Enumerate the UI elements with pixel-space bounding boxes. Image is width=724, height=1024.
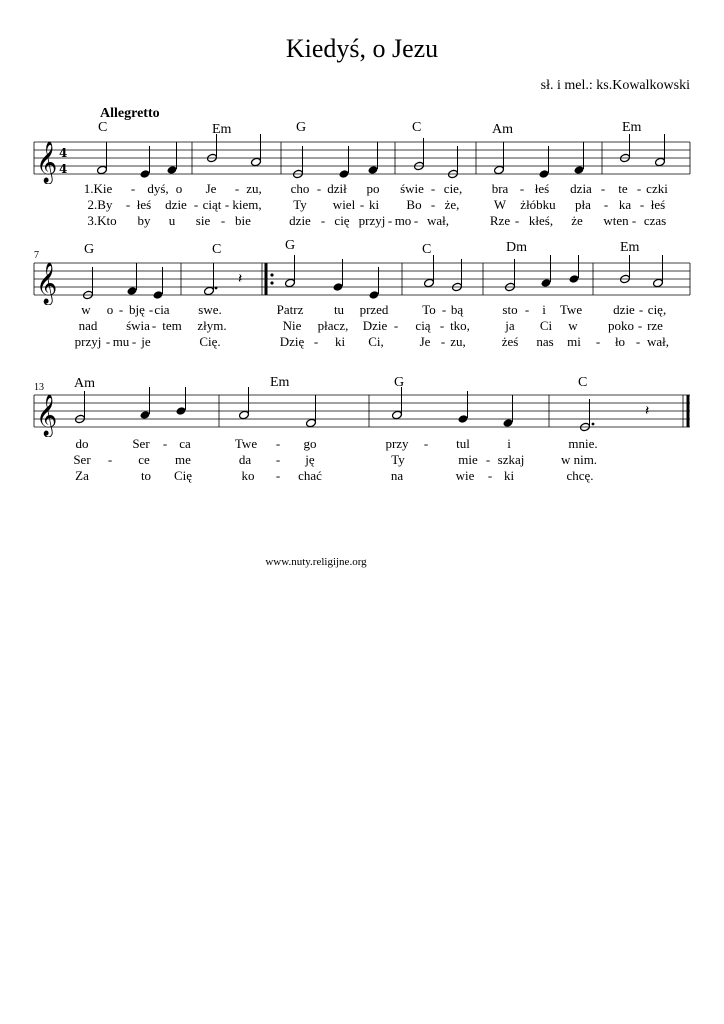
lyric-syllable: bję <box>129 302 145 317</box>
lyric-syllable: - <box>600 181 606 196</box>
lyric-syllable: czas <box>643 213 667 228</box>
lyric-syllable: je <box>141 334 151 349</box>
lyric-syllable: o <box>106 302 114 317</box>
lyric-syllable: - <box>162 436 168 451</box>
chord-symbol: Dm <box>506 240 527 255</box>
quarter-rest-icon: 𝄽 <box>238 271 243 287</box>
lyric-syllable: To <box>422 302 436 317</box>
measure-number: 7 <box>34 250 39 261</box>
lyric-syllable: - <box>430 197 436 212</box>
lyric-syllable: w <box>81 302 91 317</box>
chord-symbol: G <box>394 375 405 390</box>
lyric-syllable: - <box>524 302 530 317</box>
lyric-syllable: - <box>393 318 399 333</box>
staff-2 <box>0 255 724 305</box>
treble-clef-icon: 𝄞 <box>36 263 58 304</box>
lyric-syllable: - <box>105 334 111 349</box>
lyric-syllable: przed <box>359 302 389 317</box>
lyric-syllable: Je <box>205 181 217 196</box>
lyric-syllable: - <box>439 318 445 333</box>
lyric-syllable: dzie <box>289 213 311 228</box>
lyric-syllable: to <box>140 468 152 483</box>
chord-symbol: C <box>578 375 588 390</box>
lyric-syllable: dzia <box>570 181 592 196</box>
lyric-syllable: ki <box>368 197 380 212</box>
chord-symbol: Em <box>620 240 640 255</box>
lyric-syllable: - <box>603 197 609 212</box>
lyric-syllable: te <box>618 181 628 196</box>
lyric-syllable: Je <box>419 334 431 349</box>
lyric-syllable: ło <box>614 334 626 349</box>
lyric-syllable: Ty <box>391 452 405 467</box>
lyric-syllable: me <box>175 452 191 467</box>
lyric-syllable: - <box>637 318 643 333</box>
chord-symbol: Em <box>270 375 290 390</box>
lyric-syllable: dyś, <box>147 181 169 196</box>
lyric-syllable: ciąt <box>202 197 222 212</box>
lyric-syllable: wten <box>603 213 629 228</box>
lyric-syllable: by <box>137 213 151 228</box>
lyric-syllable: - <box>440 334 446 349</box>
lyric-syllable: - <box>423 436 429 451</box>
lyric-syllable: - <box>387 213 393 228</box>
lyric-syllable: - <box>638 302 644 317</box>
lyric-syllable: mnie. <box>568 436 598 451</box>
lyric-syllable: cię <box>334 213 350 228</box>
lyric-syllable: tem <box>162 318 182 333</box>
lyric-syllable: - <box>316 181 322 196</box>
lyric-syllable: wał, <box>426 213 450 228</box>
lyric-syllable: u <box>168 213 176 228</box>
lyric-syllable: bą <box>450 302 464 317</box>
lyric-syllable: Twe <box>234 436 258 451</box>
lyric-syllable: poko <box>608 318 634 333</box>
lyric-syllable: - <box>125 197 131 212</box>
lyric-syllable: i <box>507 436 511 451</box>
lyric-syllable: przyj <box>74 334 102 349</box>
chord-symbol: C <box>422 242 432 257</box>
lyric-syllable: - <box>631 213 637 228</box>
lyric-syllable: Twe <box>559 302 583 317</box>
lyric-syllable: Cię. <box>199 334 221 349</box>
lyric-syllable: pła <box>575 197 591 212</box>
lyric-syllable: - <box>148 302 154 317</box>
lyric-syllable: ca <box>179 436 191 451</box>
lyric-syllable: chcę. <box>566 468 594 483</box>
quarter-rest-icon: 𝄽 <box>645 403 650 419</box>
lyric-syllable: cię, <box>647 302 667 317</box>
lyric-syllable: - <box>519 181 525 196</box>
lyric-syllable: że, <box>444 197 460 212</box>
staff-1 <box>0 134 724 184</box>
lyric-syllable: - <box>118 302 124 317</box>
lyric-syllable: żłóbku <box>520 197 556 212</box>
lyric-syllable: - <box>413 213 419 228</box>
lyric-syllable: - <box>487 468 493 483</box>
lyric-syllable: Za <box>75 468 89 483</box>
lyric-syllable: cia <box>154 302 170 317</box>
lyric-syllable: bra <box>491 181 509 196</box>
lyric-syllable: swe. <box>198 302 222 317</box>
lyric-syllable: zu, <box>450 334 466 349</box>
lyric-syllable: że <box>571 213 583 228</box>
lyric-syllable: - <box>131 334 137 349</box>
chord-symbol: G <box>84 242 95 257</box>
tempo-marking: Allegretto <box>100 106 160 121</box>
lyric-syllable: - <box>430 181 436 196</box>
lyric-syllable: Bo <box>406 197 422 212</box>
author-credit: sł. i mel.: ks.Kowalkowski <box>540 78 690 93</box>
lyric-syllable: świa <box>126 318 150 333</box>
lyric-syllable: - <box>130 181 136 196</box>
lyric-syllable: Patrz <box>276 302 304 317</box>
lyric-syllable: złym. <box>197 318 227 333</box>
chord-symbol: C <box>412 120 422 135</box>
lyric-syllable: - <box>320 213 326 228</box>
lyric-syllable: zu, <box>246 181 262 196</box>
lyric-syllable: o <box>175 181 183 196</box>
lyric-syllable: - <box>635 334 641 349</box>
lyric-syllable: Ci, <box>368 334 384 349</box>
lyric-syllable: cie, <box>443 181 463 196</box>
lyric-syllable: przyj <box>358 213 386 228</box>
svg-text:4: 4 <box>59 162 68 176</box>
lyric-syllable: - <box>639 197 645 212</box>
lyric-syllable: po <box>366 181 380 196</box>
lyric-syllable: ce <box>138 452 150 467</box>
lyric-syllable: - <box>514 213 520 228</box>
lyric-syllable: i <box>542 302 546 317</box>
lyric-syllable: 3.Kto <box>87 213 117 228</box>
lyric-syllable: dzie <box>613 302 635 317</box>
lyric-syllable: da <box>238 452 252 467</box>
lyric-syllable: łeś <box>136 197 152 212</box>
lyric-syllable: tu <box>333 302 345 317</box>
lyric-syllable: w nim. <box>560 452 598 467</box>
lyric-syllable: 1.Kie <box>83 181 113 196</box>
measure-number: 13 <box>34 382 44 393</box>
lyric-syllable: łeś <box>534 181 550 196</box>
lyric-syllable: Ci <box>539 318 553 333</box>
lyric-syllable: ki <box>334 334 346 349</box>
lyric-syllable: Dzie <box>362 318 388 333</box>
lyric-syllable: tko, <box>450 318 470 333</box>
treble-clef-icon: 𝄞 <box>36 395 58 436</box>
lyric-syllable: w <box>568 318 578 333</box>
lyric-syllable: sie <box>195 213 211 228</box>
lyric-syllable: mo <box>394 213 412 228</box>
song-title: Kiedyś, o Jezu <box>285 34 439 63</box>
lyric-syllable: mie <box>458 452 478 467</box>
lyric-syllable: go <box>303 436 317 451</box>
treble-clef-icon: 𝄞 <box>36 142 58 183</box>
lyric-syllable: mu <box>112 334 130 349</box>
lyric-syllable: - <box>441 302 447 317</box>
lyric-syllable: bie <box>235 213 251 228</box>
lyric-syllable: do <box>75 436 89 451</box>
svg-text:4: 4 <box>59 146 68 160</box>
lyric-syllable: nas <box>536 334 554 349</box>
lyric-syllable: przy <box>385 436 409 451</box>
lyric-syllable: ja <box>505 318 515 333</box>
chord-symbol: Em <box>622 120 642 135</box>
lyric-syllable: ka <box>618 197 632 212</box>
lyric-syllable: W <box>493 197 507 212</box>
lyric-syllable: - <box>107 452 113 467</box>
chord-symbol: Am <box>74 376 95 391</box>
lyric-syllable: chać <box>298 468 322 483</box>
lyric-syllable: świe <box>400 181 424 196</box>
lyric-syllable: Rze <box>489 213 511 228</box>
lyric-syllable: tul <box>456 436 470 451</box>
lyric-syllable: - <box>636 181 642 196</box>
lyric-syllable: - <box>151 318 157 333</box>
lyric-syllable: kiem, <box>232 197 262 212</box>
lyric-syllable: łeś <box>650 197 666 212</box>
chord-symbol: G <box>285 238 296 253</box>
lyric-syllable: - <box>275 436 281 451</box>
lyric-syllable: czki <box>646 181 668 196</box>
lyric-syllable: - <box>234 181 240 196</box>
lyric-syllable: Ser <box>73 452 91 467</box>
lyric-syllable: wiel <box>332 197 356 212</box>
chord-symbol: Em <box>212 122 232 137</box>
lyric-syllable: Dzię <box>279 334 305 349</box>
lyric-syllable: - <box>595 334 601 349</box>
lyric-syllable: na <box>390 468 404 483</box>
lyric-syllable: płacz, <box>317 318 349 333</box>
chord-symbol: Am <box>492 122 513 137</box>
lyric-syllable: dził <box>327 181 347 196</box>
lyric-syllable: Ty <box>293 197 307 212</box>
lyric-syllable: Ser <box>132 436 150 451</box>
lyric-syllable: - <box>275 452 281 467</box>
lyric-syllable: - <box>485 452 491 467</box>
lyric-syllable: szkaj <box>497 452 525 467</box>
lyric-syllable: wał, <box>646 334 670 349</box>
lyric-syllable: - <box>220 213 226 228</box>
lyric-syllable: kłeś, <box>528 213 554 228</box>
chord-symbol: C <box>98 120 108 135</box>
staff-3 <box>0 387 724 437</box>
lyric-syllable: - <box>275 468 281 483</box>
lyric-syllable: ję <box>305 452 315 467</box>
lyric-syllable: - <box>359 197 365 212</box>
lyric-syllable: 2.By <box>87 197 113 212</box>
lyric-syllable: dzie <box>165 197 187 212</box>
lyric-syllable: Nie <box>282 318 302 333</box>
lyric-syllable: Cię <box>173 468 193 483</box>
lyric-syllable: ki <box>503 468 515 483</box>
lyric-syllable: mi <box>567 334 581 349</box>
lyric-syllable: cho <box>290 181 310 196</box>
lyric-syllable: sto <box>502 302 518 317</box>
chord-symbol: C <box>212 242 222 257</box>
lyric-syllable: nad <box>78 318 98 333</box>
lyric-syllable: - <box>193 197 199 212</box>
lyric-syllable: ko <box>241 468 255 483</box>
lyric-syllable: cią <box>415 318 431 333</box>
lyric-syllable: wie <box>455 468 475 483</box>
lyric-syllable: - <box>313 334 319 349</box>
footer-url: www.nuty.religijne.org <box>265 556 367 568</box>
chord-symbol: G <box>296 120 307 135</box>
lyric-syllable: - <box>224 197 230 212</box>
lyric-syllable: żeś <box>501 334 519 349</box>
lyric-syllable: rze <box>647 318 663 333</box>
